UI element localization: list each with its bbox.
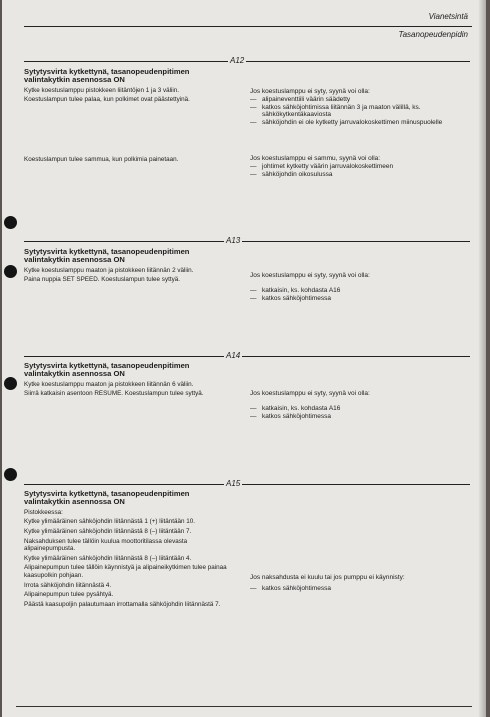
instruction-text: Kytke ylimääräinen sähköjohdin liitännästä 8 (–) liitäntään 4. bbox=[24, 554, 192, 562]
footer-rule bbox=[16, 706, 472, 707]
instruction-text: Kytke koestuslamppu maaton ja pistokkeen liitännän 6 väliin. bbox=[24, 380, 194, 388]
header-title: Vianetsintä bbox=[428, 12, 468, 21]
section-heading: Sytytysvirta kytkettynä, tasanopeudenpitimen valintakytkin asennossa ON bbox=[24, 247, 190, 265]
instruction-text: Kytke ylimääräinen sähköjohdin liitännästä 8 (–) liitäntään 7. bbox=[24, 528, 192, 535]
section-heading: Sytytysvirta kytkettynä, tasanopeudenpitimen valintakytkin asennossa ON bbox=[24, 361, 190, 379]
section-code: A13 bbox=[226, 236, 241, 245]
fault-item: — katkaisin, ks. kohdasta A16 bbox=[250, 405, 478, 413]
section-left-column bbox=[24, 248, 234, 286]
section-left-column bbox=[24, 68, 234, 166]
section-rule bbox=[24, 356, 470, 357]
instruction-text: Alipainepumpun tulee pysähtyä. bbox=[24, 591, 114, 599]
section-heading: Sytytysvirta kytkettynä, tasanopeudenpitimen valintakytkin asennossa ON bbox=[24, 489, 190, 507]
section-a13 bbox=[24, 236, 470, 336]
section-left-column bbox=[24, 362, 234, 400]
fault-item: — katkos sähköjohtimessa bbox=[250, 413, 478, 421]
fault-intro: Jos koestuslamppu ei sammu, syynä voi olla: bbox=[250, 154, 381, 162]
instruction-text: Irrota sähköjohdin liitännästä 4. bbox=[24, 581, 112, 589]
instruction-text: Paina nuppia SET SPEED. Koestuslampun tulee syttyä. bbox=[24, 276, 180, 284]
fault-item: — sähköjohdin oikosulussa bbox=[250, 171, 478, 179]
section-code: A15 bbox=[226, 479, 241, 488]
fault-item: — johtimet kytketty väärin jarruvalokoskettimeen bbox=[250, 163, 478, 171]
fault-intro: Jos koestuslamppu ei syty, syynä voi olla: bbox=[250, 272, 370, 279]
fault-intro: Jos koestuslamppu ei syty, syynä voi olla: bbox=[250, 88, 370, 95]
section-rule bbox=[24, 484, 470, 485]
instruction-text: Siirrä katkaisin asentoon RESUME. Koestuslampun tulee syttyä. bbox=[24, 390, 204, 398]
fault-intro: Jos naksahdusta ei kuulu tai jos pumppu ei käynnisty: bbox=[250, 574, 405, 581]
instruction-text: Kytke koestuslamppu pistokkeen liitäntöjen 1 ja 3 väliin. bbox=[24, 86, 180, 94]
binder-hole bbox=[4, 468, 17, 481]
section-left-column bbox=[24, 490, 234, 610]
instruction-text: Koestuslampun tulee sammua, kun polkimia painetaan. bbox=[24, 156, 179, 163]
section-a15 bbox=[24, 478, 470, 693]
binder-hole bbox=[4, 377, 17, 390]
section-code: A14 bbox=[226, 351, 241, 360]
section-rule bbox=[24, 61, 470, 62]
section-right-column bbox=[250, 272, 478, 302]
instruction-text: Päästä kaasupoljin palautumaan irrottamalla sähköjohdin liitännästä 7. bbox=[24, 600, 221, 608]
instruction-text: Pistokkeessa: bbox=[24, 508, 63, 516]
section-heading: Sytytysvirta kytkettynä, tasanopeudenpitimen valintakytkin asennossa ON bbox=[24, 67, 190, 85]
section-right-column bbox=[250, 88, 478, 178]
instruction-text: Kytke koestuslamppu maaton ja pistokkeen liitännän 2 väliin. bbox=[24, 266, 194, 274]
fault-item: — katkos sähköjohtimissa liitännän 3 ja maaton välillä, ks. sähkökytkentäkaaviosta bbox=[250, 104, 478, 120]
page-edge-shadow bbox=[478, 0, 486, 717]
section-a12 bbox=[24, 56, 470, 216]
instruction-text: Koestuslampun tulee palaa, kun polkimet ovat päästettyinä. bbox=[24, 96, 190, 104]
fault-item: — alipaineventtiili väärin säädetty bbox=[250, 96, 478, 104]
section-right-column bbox=[250, 390, 478, 420]
instruction-text: Alipainepumpun tulee tällöin käynnistyä ja alipaineikytkimen tulee painaa kaasupolkin pohjaan. bbox=[24, 564, 227, 579]
binder-hole bbox=[4, 265, 17, 278]
section-code: A12 bbox=[230, 56, 245, 65]
section-right-column bbox=[250, 574, 478, 593]
manual-page bbox=[2, 0, 486, 717]
fault-item: — katkos sähköjohtimessa bbox=[250, 295, 478, 303]
instruction-text: Kytke ylimääräinen sähköjohdin liitännästä 1 (+) liitäntään 10. bbox=[24, 518, 195, 526]
section-rule bbox=[24, 241, 470, 242]
section-a14 bbox=[24, 350, 470, 450]
fault-item: — katkaisin, ks. kohdasta A16 bbox=[250, 287, 478, 295]
header-rule bbox=[24, 26, 472, 27]
fault-intro: Jos koestuslamppu ei syty, syynä voi olla: bbox=[250, 390, 370, 397]
fault-item: — sähköjohdin ei ole kytketty jarruvalokoskettimen miinuspuolelle bbox=[250, 119, 478, 127]
binder-hole bbox=[4, 216, 17, 229]
instruction-text: Naksahduksen tulee tällöin kuulua moottoritilassa olevasta alipainepumpusta. bbox=[24, 537, 188, 553]
fault-item: — katkos sähköjohtimessa bbox=[250, 585, 478, 593]
header-subtitle: Tasanopeudenpidin bbox=[398, 30, 468, 39]
